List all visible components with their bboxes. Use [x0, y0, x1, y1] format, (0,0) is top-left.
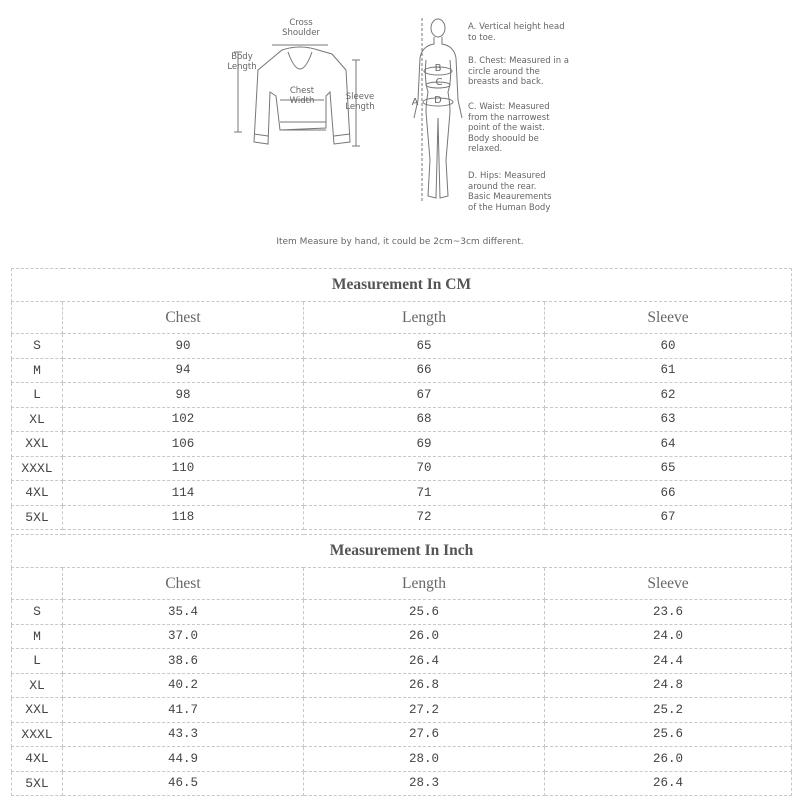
- table-row: [12, 600, 792, 625]
- size-cell: XXXL: [12, 456, 63, 481]
- body-length-label: Body Length: [227, 52, 257, 72]
- table-row: [12, 649, 792, 674]
- cross-shoulder-label: Cross Shoulder: [282, 18, 320, 38]
- length-cell: 25.6: [304, 600, 545, 625]
- chest-cell: 94: [63, 358, 304, 383]
- column-header-chest: Chest: [63, 568, 304, 600]
- size-cell: XXL: [12, 432, 63, 457]
- chest-cell: 114: [63, 481, 304, 506]
- sleeve-cell: 26.0: [545, 747, 792, 772]
- table-row: [12, 358, 792, 383]
- chest-cell: 43.3: [63, 722, 304, 747]
- length-cell: 71: [304, 481, 545, 506]
- table-row: [12, 771, 792, 796]
- sleeve-cell: 24.8: [545, 673, 792, 698]
- table-row: [12, 698, 792, 723]
- measurement-diagram: [0, 0, 800, 260]
- sleeve-cell: 24.0: [545, 624, 792, 649]
- size-header-cell: [12, 302, 63, 334]
- column-header-sleeve: Sleeve: [545, 302, 792, 334]
- marker-d: D: [434, 95, 442, 106]
- length-cell: 26.0: [304, 624, 545, 649]
- note-c-waist: C. Waist: Measured from the narrowest point of the waist. Body shoould be relaxed.: [468, 102, 550, 154]
- chest-cell: 102: [63, 407, 304, 432]
- garment-and-body-illustration: [0, 0, 800, 240]
- chest-cell: 37.0: [63, 624, 304, 649]
- sleeve-cell: 26.4: [545, 771, 792, 796]
- column-header-length: Length: [304, 302, 545, 334]
- measure-caption: Item Measure by hand, it could be 2cm~3cm different.: [276, 237, 524, 247]
- chest-cell: 35.4: [63, 600, 304, 625]
- table-title: Measurement In Inch: [12, 535, 792, 568]
- table-row: [12, 432, 792, 457]
- sleeve-cell: 67: [545, 505, 792, 530]
- sleeve-cell: 63: [545, 407, 792, 432]
- table-row: [12, 747, 792, 772]
- length-cell: 27.6: [304, 722, 545, 747]
- note-b-chest: B. Chest: Measured in a circle around the breasts and back.: [468, 56, 569, 87]
- table-row: [12, 505, 792, 530]
- chest-cell: 118: [63, 505, 304, 530]
- length-cell: 26.4: [304, 649, 545, 674]
- table-row: [12, 456, 792, 481]
- chest-cell: 40.2: [63, 673, 304, 698]
- chest-cell: 90: [63, 334, 304, 359]
- table-title: Measurement In CM: [12, 269, 792, 302]
- length-cell: 28.3: [304, 771, 545, 796]
- size-header-cell: [12, 568, 63, 600]
- length-cell: 68: [304, 407, 545, 432]
- table-row: [12, 722, 792, 747]
- length-cell: 66: [304, 358, 545, 383]
- sleeve-length-label: Sleeve Length: [345, 92, 375, 112]
- length-cell: 28.0: [304, 747, 545, 772]
- marker-b: B: [434, 63, 442, 74]
- size-cell: XL: [12, 407, 63, 432]
- length-cell: 26.8: [304, 673, 545, 698]
- sleeve-cell: 62: [545, 383, 792, 408]
- size-table-inch: [11, 534, 792, 796]
- chest-cell: 106: [63, 432, 304, 457]
- size-cell: L: [12, 383, 63, 408]
- length-cell: 65: [304, 334, 545, 359]
- table-row: [12, 481, 792, 506]
- sleeve-cell: 64: [545, 432, 792, 457]
- size-cell: XXXL: [12, 722, 63, 747]
- size-table-cm: [11, 268, 792, 530]
- size-cell: S: [12, 600, 63, 625]
- sleeve-cell: 23.6: [545, 600, 792, 625]
- chest-cell: 44.9: [63, 747, 304, 772]
- length-cell: 67: [304, 383, 545, 408]
- size-cell: S: [12, 334, 63, 359]
- marker-c: C: [435, 77, 443, 88]
- size-cell: 5XL: [12, 771, 63, 796]
- sleeve-cell: 25.6: [545, 722, 792, 747]
- marker-a: A: [411, 97, 419, 108]
- human-body-icon: [414, 19, 462, 198]
- size-cell: 4XL: [12, 481, 63, 506]
- length-cell: 69: [304, 432, 545, 457]
- size-cell: M: [12, 624, 63, 649]
- size-cell: M: [12, 358, 63, 383]
- sleeve-cell: 24.4: [545, 649, 792, 674]
- table-row: [12, 334, 792, 359]
- column-header-chest: Chest: [63, 302, 304, 334]
- chest-cell: 41.7: [63, 698, 304, 723]
- table-row: [12, 624, 792, 649]
- length-cell: 27.2: [304, 698, 545, 723]
- size-cell: XL: [12, 673, 63, 698]
- table-row: [12, 383, 792, 408]
- sleeve-cell: 61: [545, 358, 792, 383]
- chest-cell: 98: [63, 383, 304, 408]
- table-row: [12, 407, 792, 432]
- note-a-height: A. Vertical height head to toe.: [468, 22, 565, 43]
- sleeve-cell: 66: [545, 481, 792, 506]
- chest-cell: 110: [63, 456, 304, 481]
- length-cell: 72: [304, 505, 545, 530]
- note-d-hips: D. Hips: Measured around the rear. Basic Meaurements of the Human Body: [468, 171, 552, 213]
- size-cell: 4XL: [12, 747, 63, 772]
- length-cell: 70: [304, 456, 545, 481]
- chest-cell: 38.6: [63, 649, 304, 674]
- chest-cell: 46.5: [63, 771, 304, 796]
- sleeve-cell: 60: [545, 334, 792, 359]
- column-header-length: Length: [304, 568, 545, 600]
- sleeve-cell: 25.2: [545, 698, 792, 723]
- size-cell: 5XL: [12, 505, 63, 530]
- table-row: [12, 673, 792, 698]
- size-cell: L: [12, 649, 63, 674]
- column-header-sleeve: Sleeve: [545, 568, 792, 600]
- sleeve-cell: 65: [545, 456, 792, 481]
- chest-width-label: Chest Width: [289, 86, 315, 106]
- size-cell: XXL: [12, 698, 63, 723]
